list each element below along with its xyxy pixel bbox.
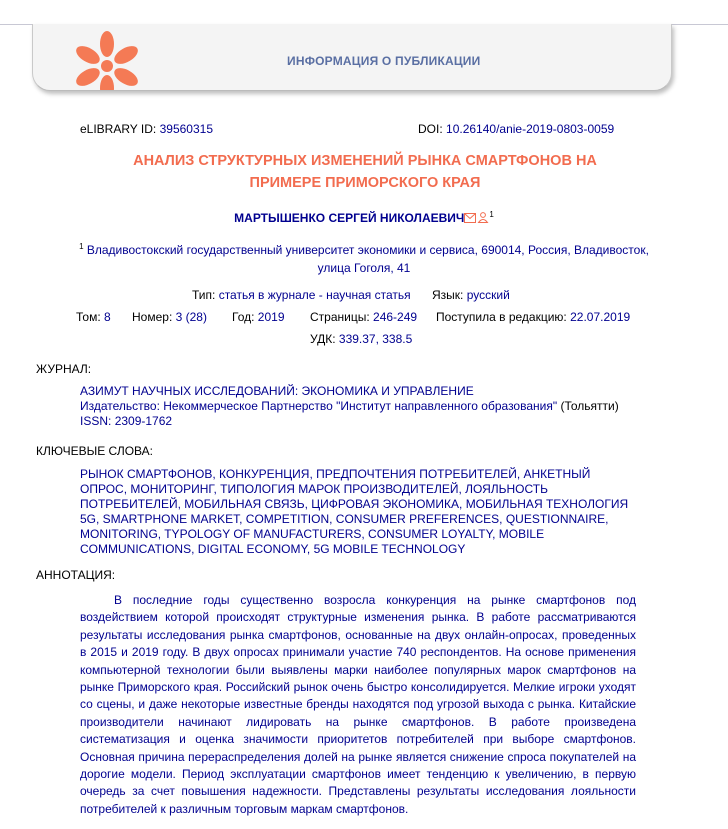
pages-value: 246-249 [373,310,418,324]
asterisk-logo-icon [63,24,163,90]
year-field [232,310,285,324]
volume-field [76,310,111,324]
volume-label: Том: [76,310,101,324]
received-label: Поступила в редакцию: [436,310,567,324]
keywords-list[interactable]: РЫНОК СМАРТФОНОВ, КОНКУРЕНЦИЯ, ПРЕДПОЧТЕНИЯ ПОТРЕБИТЕЛЕЙ, АНКЕТНЫЙ ОПРОС, МОНИТОРИНГ, ТИПОЛОГИЯ МАРОК ПРОИЗВОДИТЕЛЕЙ, ЛОЯЛЬНОСТЬ ПОТРЕБИТЕЛЕЙ, МОБИЛЬНАЯ СВЯЗЬ, ЦИФРОВАЯ ЭКОНОМИКА, МОБИЛЬНАЯ ТЕХНОЛОГИЯ 5G, SMARTPHONE MARKET, COMPETITION, CONSUMER PREFERENCES, QUESTIONNAIRE, MONITORING, TYPOLOGY OF MANUFACTURERS, CONSUMER LOYALTY, MOBILE COMMUNICATIONS, DIGITAL ECONOMY, 5G MOBILE TECHNOLOGY [80,467,629,556]
article-title: АНАЛИЗ СТРУКТУРНЫХ ИЗМЕНЕНИЙ РЫНКА СМАРТФОНОВ НА ПРИМЕРЕ ПРИМОРСКОГО КРАЯ [133,153,597,191]
type-field [192,288,411,302]
keywords-section-label: КЛЮЧЕВЫЕ СЛОВА: [36,444,153,458]
abstract-text: В последние годы существенно возросла конкуренция на рынке смартфонов под воздействием которой происходят структурные изменения рынка. В работе рассматриваются результаты исследования рынка смартфонов, основанные на двух онлайн-опросах, проведенных в 2015 и 2019 году. В двух опросах принимали участие 740 респондентов. На основе применения компьютерной технологии были выявлены марки наиболее популярных марок смартфонов на рынке Приморского края. Российский рынок очень быстро консолидируется. Мелкие игроки уходят со сцены, и даже некоторые известные бренды находятся под угрозой выхода с рынка. Китайские производители начинают лидировать на рынке смартфонов. В работе произведена систематизация и оценка значимости приоритетов потребителей при выборе смартфонов. Основная причина перераспределения долей на рынке является снижение спроса покупателей на дорогие модели. Период эксплуатации смартфонов имеет тенденцию к увеличению, в первую очередь за счет повышения надежности. Представлены результаты исследования лояльности потребителей к различным торговым маркам смартфонов. [80,593,636,816]
type-value: статья в журнале - научная статья [218,288,411,302]
person-icon[interactable] [477,212,489,223]
issue-field [132,310,207,324]
volume-value: 8 [104,310,111,324]
issn-value: 2309-1762 [114,414,173,428]
pages-label: Страницы: [310,310,370,324]
doi-label: DOI: [418,122,443,136]
affiliation [70,238,658,277]
udk-field [310,332,412,346]
journal-block [80,384,640,429]
issn-line [80,414,640,429]
udk-value: 339.37, 338.5 [338,332,413,346]
year-label: Год: [232,310,255,324]
type-label: Тип: [192,288,216,302]
page-header-title: ИНФОРМАЦИЯ О ПУБЛИКАЦИИ [287,54,481,68]
language-value: русский [466,288,510,302]
doi [418,122,614,136]
received-field [436,310,630,324]
abstract-section-label: АННОТАЦИЯ: [36,568,116,582]
author-name[interactable]: МАРТЫШЕНКО СЕРГЕЙ НИКОЛАЕВИЧ [234,211,465,225]
author-line [0,210,728,225]
pages-field [310,310,417,324]
publisher-link[interactable]: Некоммерческое Партнерство "Институт направленного образования" [163,399,558,413]
author-affiliation-marker: 1 [489,210,494,219]
doi-link[interactable]: 10.26140/anie-2019-0803-0059 [446,122,615,136]
language-label: Язык: [432,288,464,302]
affiliation-marker: 1 [79,242,84,251]
envelope-icon[interactable] [464,213,476,223]
publisher-city: (Тольятти) [560,399,619,413]
issue-label: Номер: [132,310,173,324]
publisher-line [80,399,640,414]
publisher-label: Издательство: [80,399,160,413]
elibrary-id-value[interactable]: 39560315 [159,122,213,136]
issue-link[interactable]: 3 (28) [175,310,207,324]
elibrary-id [80,122,213,136]
header-banner [32,24,672,91]
issn-label: ISSN: [80,414,112,428]
affiliation-text: Владивостокский государственный университет экономики и сервиса, 690014, Россия, Владивосток, улица Гоголя, 41 [86,243,649,275]
journal-section-label: ЖУРНАЛ: [36,362,92,376]
journal-name[interactable]: АЗИМУТ НАУЧНЫХ ИССЛЕДОВАНИЙ: ЭКОНОМИКА И УПРАВЛЕНИЕ [80,384,474,398]
received-value: 22.07.2019 [570,310,631,324]
elibrary-id-label: eLIBRARY ID: [80,122,157,136]
udk-label: УДК: [310,332,336,346]
year-value: 2019 [257,310,285,324]
language-field [432,288,510,302]
top-bar [0,0,728,25]
